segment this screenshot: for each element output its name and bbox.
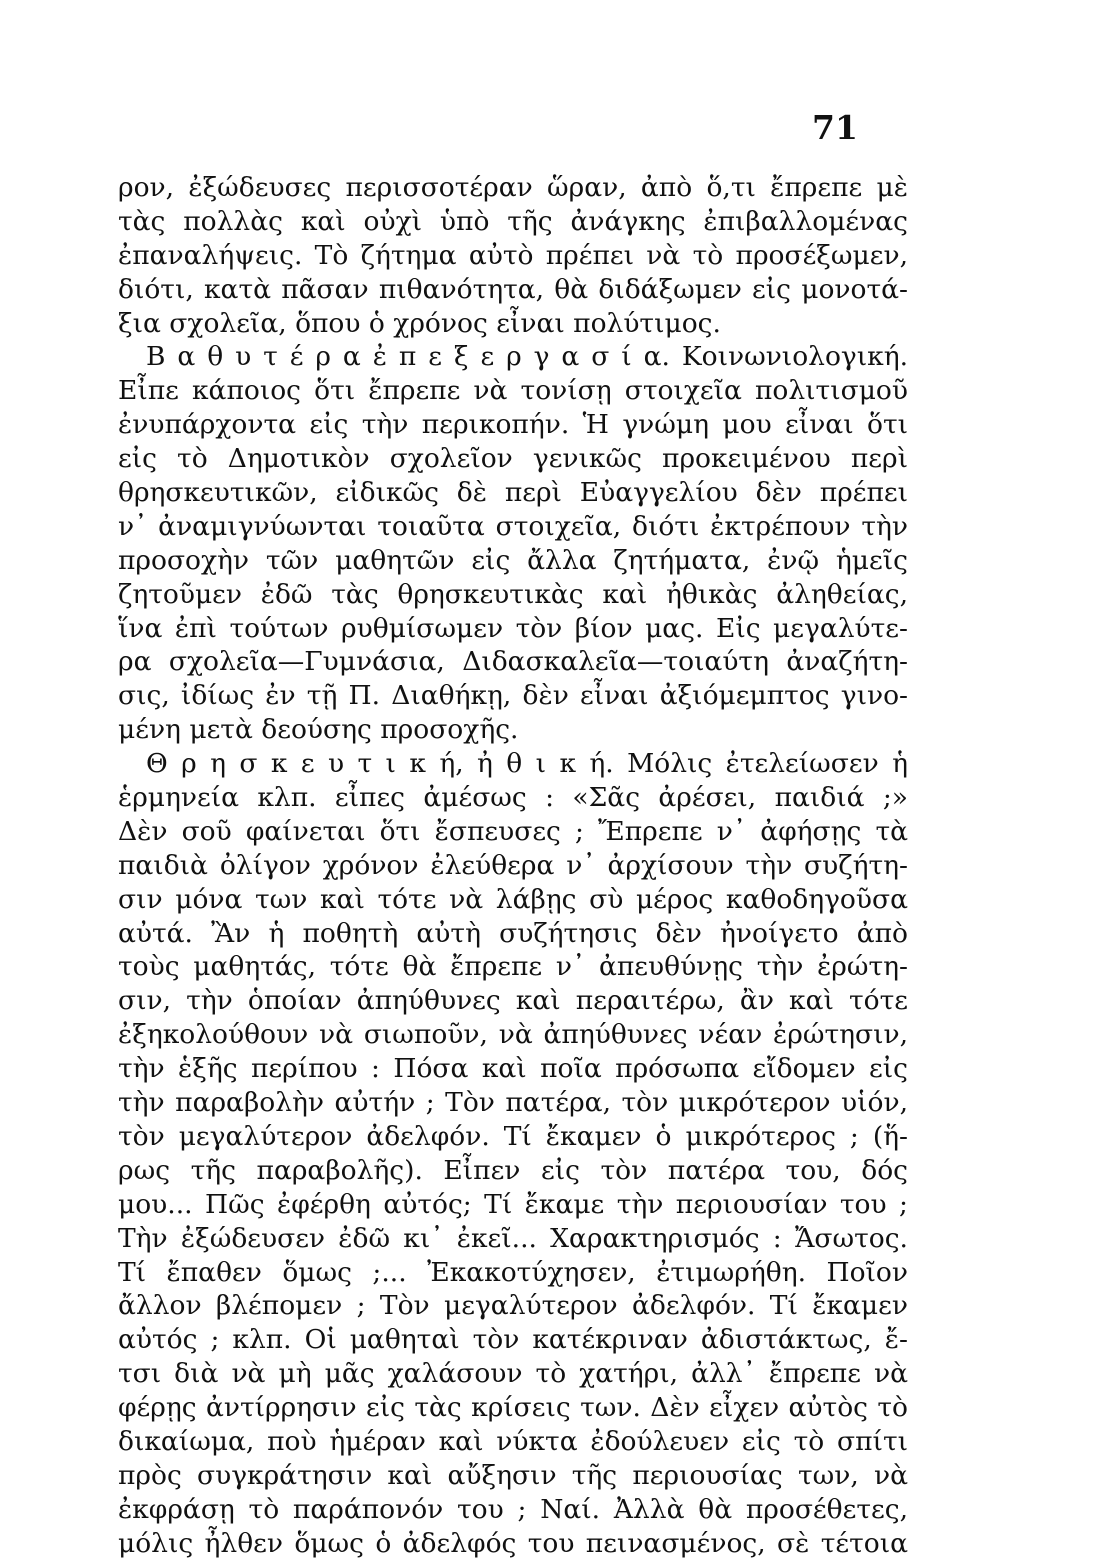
text-line: μόλις ἦλθεν ὅμως ὁ ἀδελφός του πεινασμένος, σὲ τέτοια bbox=[118, 1527, 908, 1559]
text-line: Τί ἔπαθεν ὅμως ;... Ἐκακοτύχησεν, ἐτιμωρήθη. Ποῖον bbox=[118, 1256, 908, 1288]
text-line: τὴν ἑξῆς περίπου : Πόσα καὶ ποῖα πρόσωπα εἴδομεν εἰς bbox=[118, 1053, 908, 1085]
text-line: Β α θ υ τ έ ρ α ἐ π ε ξ ε ρ γ α σ ί α. Κοινωνιολογική. bbox=[146, 341, 908, 373]
text-line: ξια σχολεῖα, ὅπου ὁ χρόνος εἶναι πολύτιμος. bbox=[118, 307, 721, 339]
text-line: ρον, ἐξώδευσες περισσοτέραν ὥραν, ἀπὸ ὅ,τι ἔπρεπε μὲ bbox=[118, 172, 908, 203]
text-line: ἐκφράσῃ τὸ παράπονόν του ; Ναί. Ἀλλὰ θὰ προσέθετες, bbox=[118, 1493, 908, 1525]
text-line: ἐξηκολούθουν νὰ σιωποῦν, νὰ ἀπηύθυνες νέαν ἐρώτησιν, bbox=[118, 1019, 908, 1051]
page-number: 71 bbox=[812, 108, 858, 147]
text-line: Εἶπε κάποιος ὅτι ἔπρεπε νὰ τονίσῃ στοιχεῖα πολιτισμοῦ bbox=[118, 375, 908, 407]
text-line: τσι διὰ νὰ μὴ μᾶς χαλάσουν τὸ χατήρι, ἀλλ᾿ ἔπρεπε νὰ bbox=[118, 1358, 908, 1390]
text-line: μένη μετὰ δεούσης προσοχῆς. bbox=[118, 714, 519, 746]
text-line: διότι, κατὰ πᾶσαν πιθανότητα, θὰ διδάξωμεν εἰς μονοτά- bbox=[118, 273, 908, 305]
text-line: ν᾿ ἀναμιγνύωνται τοιαῦτα στοιχεῖα, διότι ἐκτρέπουν τὴν bbox=[118, 510, 908, 542]
text-line: ἑρμηνεία κλπ. εἶπες ἀμέσως : «Σᾶς ἀρέσει, παιδιά ;» bbox=[118, 782, 908, 814]
text-line: σιν, τὴν ὁποίαν ἀπηύθυνες καὶ περαιτέρω, ἂν καὶ τότε bbox=[118, 985, 908, 1017]
text-line: ρως τῆς παραβολῆς). Εἶπεν εἰς τὸν πατέρα του, δός bbox=[118, 1154, 908, 1186]
text-line: ρα σχολεῖα—Γυμνάσια, Διδασκαλεῖα—τοιαύτη ἀναζήτη- bbox=[118, 646, 908, 678]
text-line: δικαίωμα, ποὺ ἡμέραν καὶ νύκτα ἐδούλευεν εἰς τὸ σπίτι bbox=[118, 1425, 908, 1457]
text-line: ἐπαναλήψεις. Τὸ ζήτημα αὐτὸ πρέπει νὰ τὸ προσέξωμεν, bbox=[118, 239, 908, 271]
text-line: φέρῃς ἀντίρρησιν εἰς τὰς κρίσεις των. Δὲν εἶχεν αὐτὸς τὸ bbox=[118, 1392, 908, 1424]
text-line: αὐτά. Ἂν ἡ ποθητὴ αὐτὴ συζήτησις δὲν ἠνοίγετο ἀπὸ bbox=[118, 917, 908, 949]
text-line: τοὺς μαθητάς, τότε θὰ ἔπρεπε ν᾿ ἀπευθύνῃς τὴν ἐρώτη- bbox=[118, 951, 908, 983]
text-line: προσοχὴν τῶν μαθητῶν εἰς ἄλλα ζητήματα, ἐνῷ ἡμεῖς bbox=[118, 544, 908, 576]
text-line: τὰς πολλὰς καὶ οὐχὶ ὑπὸ τῆς ἀνάγκης ἐπιβαλλομένας bbox=[118, 205, 908, 237]
text-line: εἰς τὸ Δημοτικὸν σχολεῖον γενικῶς προκειμένου περὶ bbox=[118, 443, 908, 475]
text-line: ἄλλον βλέπομεν ; Τὸν μεγαλύτερον ἀδελφόν. Τί ἔκαμεν bbox=[118, 1290, 908, 1322]
body-text bbox=[118, 171, 908, 1561]
text-line: ζητοῦμεν ἐδῶ τὰς θρησκευτικὰς καὶ ἠθικὰς ἀληθείας, bbox=[118, 578, 908, 610]
text-line: Δὲν σοῦ φαίνεται ὅτι ἔσπευσες ; Ἔπρεπε ν᾿ ἀφήσῃς τὰ bbox=[118, 815, 908, 847]
text-line: ἵνα ἐπὶ τούτων ρυθμίσωμεν τὸν βίον μας. Εἰς μεγαλύτε- bbox=[118, 612, 908, 644]
text-line: παιδιὰ ὀλίγον χρόνον ἐλεύθερα ν᾿ ἀρχίσουν τὴν συζήτη- bbox=[118, 849, 908, 881]
text-line: Τὴν ἐξώδευσεν ἐδῶ κι᾿ ἐκεῖ... Χαρακτηρισμός : Ἄσωτος. bbox=[118, 1222, 908, 1254]
text-line: σιν μόνα των καὶ τότε νὰ λάβῃς σὺ μέρος καθοδηγοῦσα bbox=[118, 883, 908, 915]
text-line: τὴν παραβολὴν αὐτήν ; Τὸν πατέρα, τὸν μικρότερον υἱόν, bbox=[118, 1087, 908, 1119]
text-line: ἐνυπάρχοντα εἰς τὴν περικοπήν. Ἡ γνώμη μου εἶναι ὅτι bbox=[118, 409, 908, 441]
text-line: θρησκευτικῶν, εἰδικῶς δὲ περὶ Εὐαγγελίου δὲν πρέπει bbox=[118, 477, 908, 509]
text-line: αὐτός ; κλπ. Οἱ μαθηταὶ τὸν κατέκριναν ἀδιστάκτως, ἔ- bbox=[118, 1324, 908, 1356]
text-line: πρὸς συγκράτησιν καὶ αὔξησιν τῆς περιουσίας των, νὰ bbox=[118, 1459, 908, 1491]
text-line: μου... Πῶς ἐφέρθη αὐτός; Τί ἔκαμε τὴν περιουσίαν του ; bbox=[118, 1188, 908, 1220]
text-line: τὸν μεγαλύτερον ἀδελφόν. Τί ἔκαμεν ὁ μικρότερος ; (ἥ- bbox=[118, 1120, 908, 1152]
text-line: Θ ρ η σ κ ε υ τ ι κ ή, ἠ θ ι κ ή. Μόλις ἐτελείωσεν ἡ bbox=[146, 748, 908, 780]
text-line: σις, ἰδίως ἐν τῇ Π. Διαθήκῃ, δὲν εἶναι ἀξιόμεμπτος γινο- bbox=[118, 680, 908, 712]
